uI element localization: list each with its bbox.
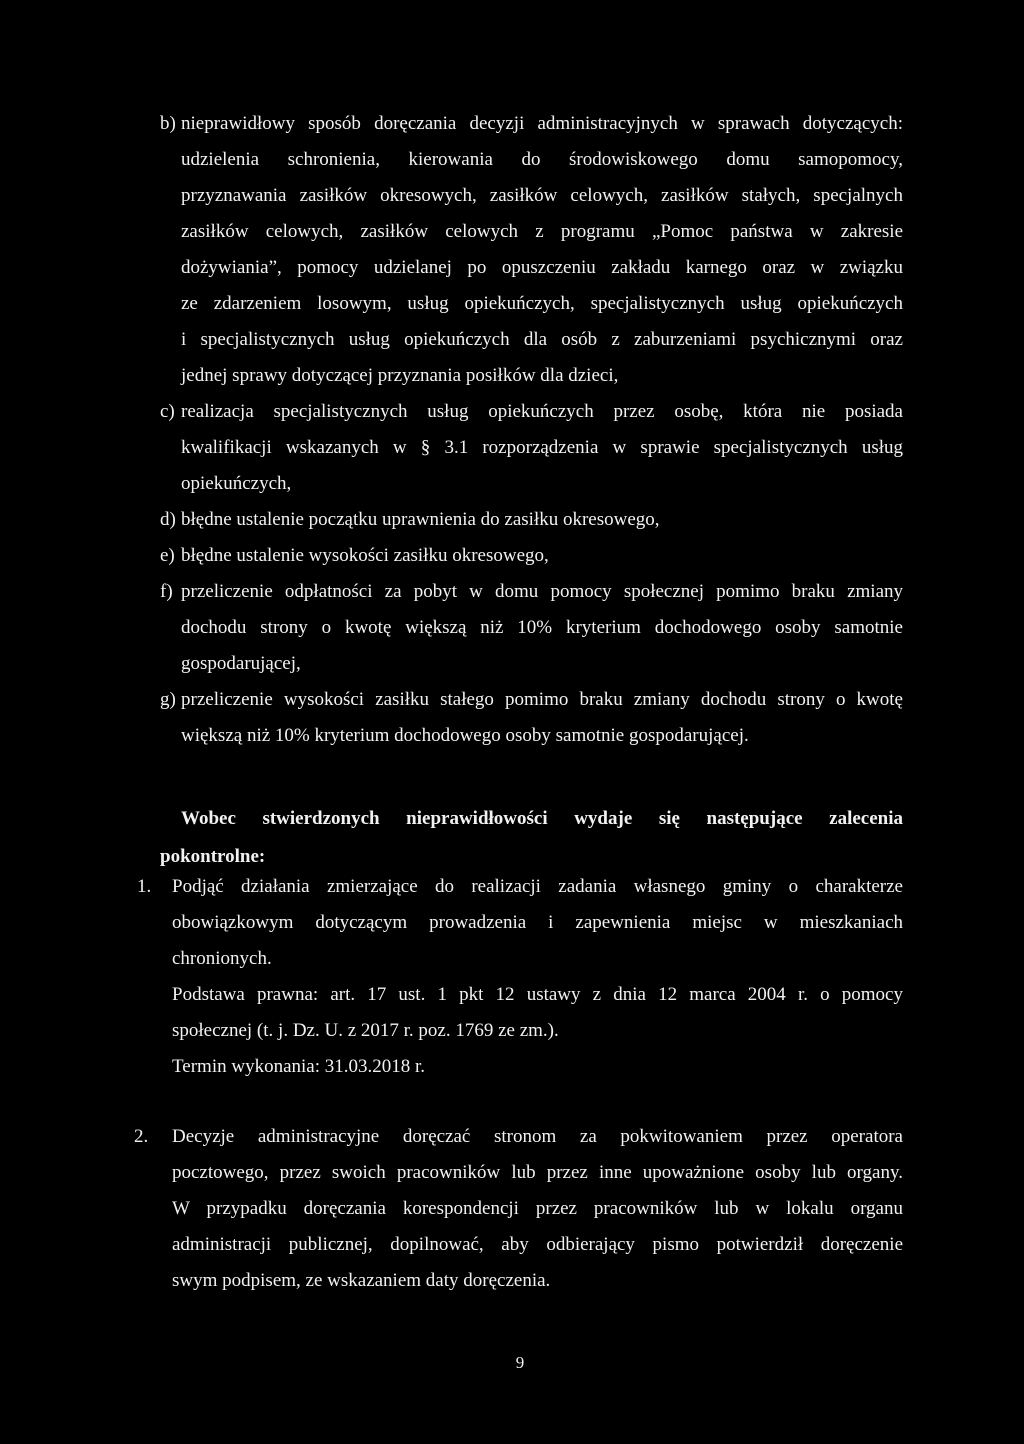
list-label-b: b)	[160, 113, 176, 134]
recommendations-heading-line-1: Wobec stwierdzonych nieprawidłowości wydaje się następujące zalecenia	[181, 808, 903, 829]
list-label-c: c)	[160, 401, 175, 422]
item-g-line-1: przeliczenie wysokości zasiłku stałego pomimo braku zmiany dochodu strony o kwotę	[181, 689, 903, 710]
list-label-g: g)	[160, 689, 176, 710]
recommendation-2-number: 2.	[134, 1126, 149, 1147]
item-c-line-2: kwalifikacji wskazanych w § 3.1 rozporządzenia w sprawie specjalistycznych usług	[181, 437, 903, 458]
item-b-line-8: jednej sprawy dotyczącej przyznania posiłków dla dzieci,	[181, 365, 619, 386]
item-b-line-2: udzielenia schronienia, kierowania do środowiskowego domu samopomocy,	[181, 149, 903, 170]
recommendation-1-line-3: chronionych.	[172, 948, 272, 969]
recommendation-1-legal-basis-line-2: społecznej (t. j. Dz. U. z 2017 r. poz. 1769 ze zm.).	[172, 1020, 559, 1041]
recommendation-1-line-2: obowiązkowym dotyczącym prowadzenia i zapewnienia miejsc w mieszkaniach	[172, 912, 903, 933]
item-c-line-1: realizacja specjalistycznych usług opiekuńczych przez osobę, która nie posiada	[181, 401, 903, 422]
list-label-e: e)	[160, 545, 175, 566]
item-f-line-3: gospodarującej,	[181, 653, 301, 674]
item-d-line-1: błędne ustalenie początku uprawnienia do zasiłku okresowego,	[181, 509, 660, 530]
recommendation-1-deadline: Termin wykonania: 31.03.2018 r.	[172, 1056, 426, 1077]
recommendations-heading-line-2: pokontrolne:	[160, 846, 266, 867]
recommendation-1-legal-basis-line-1: Podstawa prawna: art. 17 ust. 1 pkt 12 ustawy z dnia 12 marca 2004 r. o pomocy	[172, 984, 903, 1005]
item-b-line-5: dożywiania”, pomocy udzielanej po opuszczeniu zakładu karnego oraz w związku	[181, 257, 903, 278]
recommendation-1-number: 1.	[137, 876, 152, 897]
item-b-line-3: przyznawania zasiłków okresowych, zasiłków celowych, zasiłków stałych, specjalnych	[181, 185, 903, 206]
item-b-line-1: nieprawidłowy sposób doręczania decyzji administracyjnych w sprawach dotyczących:	[181, 113, 903, 134]
list-label-d: d)	[160, 509, 176, 530]
item-b-line-4: zasiłków celowych, zasiłków celowych z programu „Pomoc państwa w zakresie	[181, 221, 903, 242]
item-f-line-2: dochodu strony o kwotę większą niż 10% kryterium dochodowego osoby samotnie	[181, 617, 903, 638]
recommendation-2-line-4: administracji publicznej, dopilnować, aby odbierający pismo potwierdził doręczenie	[172, 1234, 903, 1255]
recommendation-1-line-1: Podjąć działania zmierzające do realizacji zadania własnego gminy o charakterze	[172, 876, 903, 897]
item-e-line-1: błędne ustalenie wysokości zasiłku okresowego,	[181, 545, 549, 566]
item-b-line-7: i specjalistycznych usług opiekuńczych dla osób z zaburzeniami psychicznymi oraz	[181, 329, 903, 350]
page-number: 9	[515, 1353, 525, 1372]
list-label-f: f)	[160, 581, 173, 602]
recommendation-2-line-5: swym podpisem, ze wskazaniem daty doręczenia.	[172, 1270, 551, 1291]
recommendation-2-line-1: Decyzje administracyjne doręczać stronom za pokwitowaniem przez operatora	[172, 1126, 903, 1147]
item-f-line-1: przeliczenie odpłatności za pobyt w domu pomocy społecznej pomimo braku zmiany	[181, 581, 903, 602]
recommendation-2-line-3: W przypadku doręczania korespondencji przez pracowników lub w lokalu organu	[172, 1198, 903, 1219]
recommendation-2-line-2: pocztowego, przez swoich pracowników lub przez inne upoważnione osoby lub organy.	[172, 1162, 903, 1183]
item-g-line-2: większą niż 10% kryterium dochodowego osoby samotnie gospodarującej.	[181, 725, 749, 746]
item-b-line-6: ze zdarzeniem losowym, usług opiekuńczych, specjalistycznych usług opiekuńczych	[181, 293, 903, 314]
item-c-line-3: opiekuńczych,	[181, 473, 292, 494]
